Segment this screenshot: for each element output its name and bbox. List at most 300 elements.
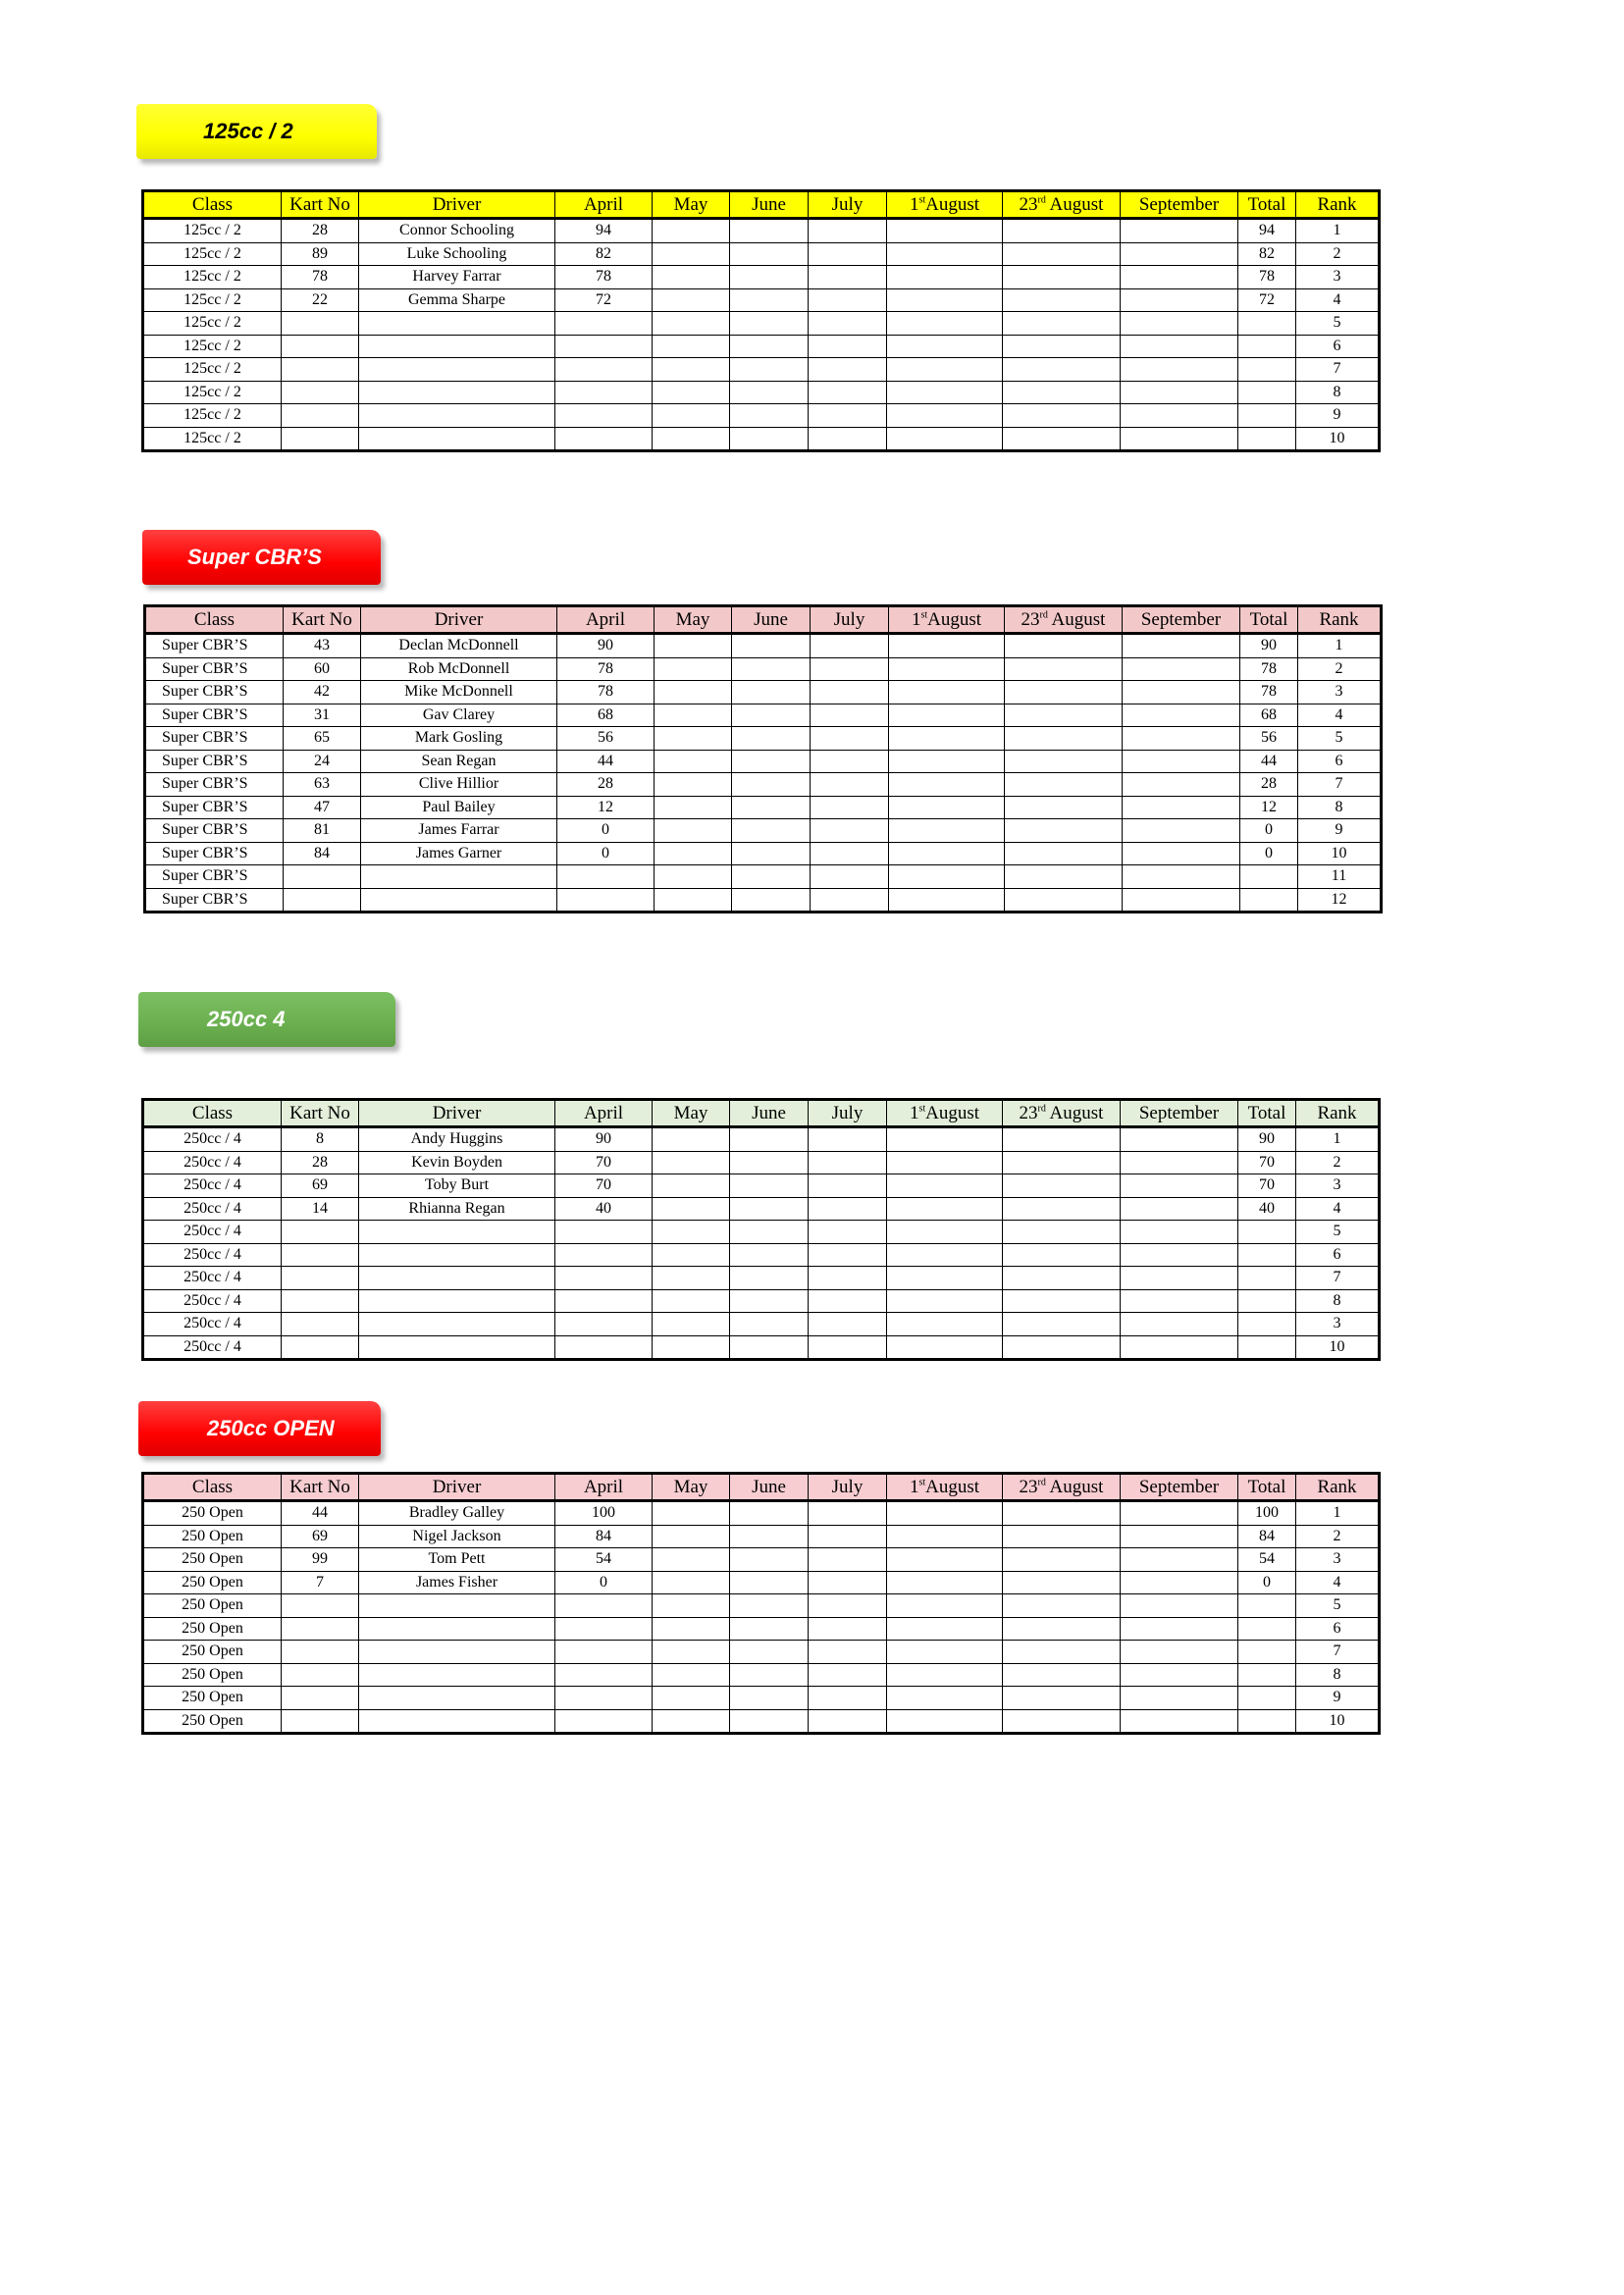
september-cell — [1121, 427, 1238, 451]
kart-no-cell — [282, 427, 359, 451]
june-cell — [732, 796, 811, 819]
kart-no-cell: 89 — [282, 242, 359, 266]
june-cell — [732, 773, 811, 797]
september-cell — [1123, 727, 1240, 751]
rank-cell: 10 — [1296, 427, 1380, 451]
1st-august-cell — [887, 1709, 1003, 1734]
table-row — [143, 266, 1380, 289]
23rd-august-cell — [1003, 1174, 1121, 1198]
september-cell — [1123, 750, 1240, 773]
1st-august-cell — [887, 404, 1003, 428]
september-cell — [1121, 1594, 1238, 1618]
rank-cell: 1 — [1296, 1501, 1380, 1526]
july-cell — [811, 704, 889, 727]
july-cell — [809, 1267, 887, 1290]
table-row — [143, 427, 1380, 451]
may-cell — [655, 727, 732, 751]
23rd-august-cell — [1005, 865, 1123, 889]
class-cell: 125cc / 2 — [143, 312, 282, 336]
23rd-august-cell — [1005, 704, 1123, 727]
table-row — [143, 358, 1380, 382]
23rd-august-cell — [1003, 1687, 1121, 1710]
july-cell — [809, 219, 887, 243]
july-cell — [809, 1525, 887, 1548]
23rd-august-cell — [1005, 750, 1123, 773]
april-cell: 94 — [555, 219, 653, 243]
kart-no-cell — [282, 1687, 359, 1710]
rank-cell: 7 — [1296, 358, 1380, 382]
september-cell — [1121, 1221, 1238, 1244]
total-cell: 28 — [1240, 773, 1298, 797]
section-title-super-cbrs: Super CBR’S — [142, 530, 381, 585]
total-cell — [1238, 427, 1296, 451]
september-cell — [1121, 1571, 1238, 1594]
col-class-header: Class — [143, 1474, 282, 1501]
total-cell: 70 — [1238, 1174, 1296, 1198]
col-total-header: Total — [1238, 1100, 1296, 1127]
kart-no-cell: 22 — [282, 288, 359, 312]
july-cell — [811, 796, 889, 819]
rank-cell: 5 — [1298, 727, 1382, 751]
col-kart-no-header: Kart No — [282, 191, 359, 219]
june-cell — [732, 865, 811, 889]
september-cell — [1121, 288, 1238, 312]
class-cell: Super CBR’S — [145, 865, 284, 889]
june-cell — [732, 681, 811, 704]
col-june-header: June — [730, 1474, 809, 1501]
kart-no-cell — [284, 865, 361, 889]
1st-august-cell — [887, 1243, 1003, 1267]
kart-no-cell: 28 — [282, 219, 359, 243]
col-driver-header: Driver — [361, 606, 557, 634]
table-row — [143, 335, 1380, 358]
april-cell: 0 — [555, 1571, 653, 1594]
june-cell — [730, 1663, 809, 1687]
col-september-header: September — [1121, 191, 1238, 219]
june-cell — [730, 1221, 809, 1244]
september-cell — [1121, 1151, 1238, 1174]
ordinal-number: 1 — [909, 193, 919, 215]
september-cell — [1121, 1663, 1238, 1687]
23rd-august-cell — [1005, 681, 1123, 704]
class-cell: 125cc / 2 — [143, 266, 282, 289]
total-cell: 0 — [1240, 842, 1298, 865]
total-cell: 78 — [1240, 657, 1298, 681]
rank-cell: 8 — [1298, 796, 1382, 819]
kart-no-cell — [282, 335, 359, 358]
may-cell — [655, 819, 732, 843]
june-cell — [730, 288, 809, 312]
april-cell — [555, 1243, 653, 1267]
1st-august-cell — [887, 288, 1003, 312]
april-cell: 84 — [555, 1525, 653, 1548]
total-cell — [1238, 335, 1296, 358]
class-cell: 250cc / 4 — [143, 1289, 282, 1313]
rank-cell: 6 — [1296, 1617, 1380, 1641]
table-row — [143, 1243, 1380, 1267]
col-june-header: June — [732, 606, 811, 634]
ordinal-suffix: rd — [1037, 1103, 1046, 1115]
driver-cell — [359, 312, 555, 336]
1st-august-cell — [889, 842, 1005, 865]
april-cell — [555, 358, 653, 382]
total-cell — [1238, 312, 1296, 336]
driver-cell — [359, 358, 555, 382]
driver-cell: Tom Pett — [359, 1548, 555, 1572]
section-title-250cc-4: 250cc 4 — [138, 992, 395, 1047]
rank-cell: 1 — [1296, 1127, 1380, 1152]
june-cell — [732, 819, 811, 843]
may-cell — [653, 1197, 730, 1221]
kart-no-cell: 44 — [282, 1501, 359, 1526]
kart-no-cell — [282, 1243, 359, 1267]
driver-cell: Clive Hillior — [361, 773, 557, 797]
june-cell — [730, 1594, 809, 1618]
april-cell — [555, 1687, 653, 1710]
june-cell — [730, 1709, 809, 1734]
september-cell — [1123, 657, 1240, 681]
month-word: August — [1045, 1476, 1104, 1497]
table-row — [143, 1617, 1380, 1641]
1st-august-cell — [887, 1641, 1003, 1664]
ordinal-number: 23 — [1019, 1102, 1038, 1123]
june-cell — [730, 1197, 809, 1221]
may-cell — [653, 288, 730, 312]
driver-cell — [359, 1335, 555, 1360]
april-cell — [555, 1289, 653, 1313]
total-cell — [1238, 1687, 1296, 1710]
kart-no-cell — [282, 1289, 359, 1313]
total-cell: 0 — [1238, 1571, 1296, 1594]
month-word: August — [1045, 193, 1104, 215]
driver-cell: Toby Burt — [359, 1174, 555, 1198]
1st-august-cell — [889, 727, 1005, 751]
col-may-header: May — [653, 191, 730, 219]
kart-no-cell — [282, 312, 359, 336]
table-row — [145, 681, 1382, 704]
ordinal-suffix: rd — [1037, 194, 1046, 206]
class-cell: 250 Open — [143, 1709, 282, 1734]
23rd-august-cell — [1003, 1571, 1121, 1594]
col-1st-august-header — [887, 1474, 1003, 1501]
driver-cell — [359, 1221, 555, 1244]
col-kart-no-header: Kart No — [282, 1100, 359, 1127]
total-cell — [1238, 1594, 1296, 1618]
23rd-august-cell — [1005, 657, 1123, 681]
april-cell: 28 — [557, 773, 655, 797]
september-cell — [1121, 1641, 1238, 1664]
23rd-august-cell — [1003, 1197, 1121, 1221]
total-cell: 54 — [1238, 1548, 1296, 1572]
september-cell — [1121, 266, 1238, 289]
table-row — [143, 1151, 1380, 1174]
total-cell — [1238, 1663, 1296, 1687]
23rd-august-cell — [1003, 1709, 1121, 1734]
rank-cell: 5 — [1296, 312, 1380, 336]
total-cell — [1238, 1335, 1296, 1360]
driver-cell: James Farrar — [361, 819, 557, 843]
may-cell — [653, 266, 730, 289]
1st-august-cell — [887, 1501, 1003, 1526]
may-cell — [653, 1525, 730, 1548]
april-cell: 0 — [557, 842, 655, 865]
rank-cell: 3 — [1296, 1313, 1380, 1336]
june-cell — [732, 727, 811, 751]
april-cell: 54 — [555, 1548, 653, 1572]
col-rank-header: Rank — [1296, 1474, 1380, 1501]
may-cell — [653, 312, 730, 336]
may-cell — [653, 1243, 730, 1267]
col-kart-no-header: Kart No — [284, 606, 361, 634]
september-cell — [1121, 1501, 1238, 1526]
july-cell — [809, 1571, 887, 1594]
table-row — [143, 1663, 1380, 1687]
table-row — [145, 796, 1382, 819]
23rd-august-cell — [1005, 773, 1123, 797]
june-cell — [730, 219, 809, 243]
september-cell — [1121, 242, 1238, 266]
total-cell — [1238, 404, 1296, 428]
june-cell — [730, 1548, 809, 1572]
april-cell — [555, 1594, 653, 1618]
results-table-125cc — [141, 189, 1381, 452]
driver-cell — [359, 404, 555, 428]
may-cell — [653, 1151, 730, 1174]
class-cell: Super CBR’S — [145, 888, 284, 913]
col-rank-header: Rank — [1298, 606, 1382, 634]
1st-august-cell — [889, 819, 1005, 843]
driver-cell — [361, 888, 557, 913]
june-cell — [732, 750, 811, 773]
col-23rd-august-header — [1003, 1474, 1121, 1501]
section-title-250cc-open: 250cc OPEN — [138, 1401, 381, 1456]
rank-cell: 2 — [1296, 1151, 1380, 1174]
kart-no-cell: 60 — [284, 657, 361, 681]
april-cell — [555, 1617, 653, 1641]
1st-august-cell — [887, 1289, 1003, 1313]
total-cell — [1238, 1289, 1296, 1313]
july-cell — [811, 819, 889, 843]
23rd-august-cell — [1003, 1617, 1121, 1641]
june-cell — [730, 312, 809, 336]
june-cell — [730, 1151, 809, 1174]
total-cell — [1240, 888, 1298, 913]
july-cell — [809, 1174, 887, 1198]
driver-cell — [359, 1594, 555, 1618]
driver-cell — [359, 1289, 555, 1313]
may-cell — [655, 796, 732, 819]
table-row — [143, 1641, 1380, 1664]
may-cell — [653, 1267, 730, 1290]
class-cell: Super CBR’S — [145, 704, 284, 727]
total-cell — [1238, 1221, 1296, 1244]
rank-cell: 6 — [1296, 1243, 1380, 1267]
total-cell: 90 — [1238, 1127, 1296, 1152]
june-cell — [730, 1501, 809, 1526]
september-cell — [1121, 1127, 1238, 1152]
driver-cell — [359, 381, 555, 404]
kart-no-cell — [282, 1709, 359, 1734]
table-row — [145, 727, 1382, 751]
rank-cell: 10 — [1298, 842, 1382, 865]
1st-august-cell — [887, 381, 1003, 404]
ordinal-suffix: st — [918, 1103, 926, 1115]
rank-cell: 10 — [1296, 1335, 1380, 1360]
driver-cell: James Fisher — [359, 1571, 555, 1594]
september-cell — [1121, 1687, 1238, 1710]
september-cell — [1121, 381, 1238, 404]
kart-no-cell — [282, 404, 359, 428]
ordinal-suffix: rd — [1037, 1477, 1046, 1488]
23rd-august-cell — [1003, 219, 1121, 243]
driver-cell: Paul Bailey — [361, 796, 557, 819]
june-cell — [730, 404, 809, 428]
total-cell: 82 — [1238, 242, 1296, 266]
table-row — [143, 1525, 1380, 1548]
june-cell — [732, 842, 811, 865]
col-april-header: April — [557, 606, 655, 634]
23rd-august-cell — [1003, 312, 1121, 336]
total-cell: 94 — [1238, 219, 1296, 243]
may-cell — [655, 681, 732, 704]
col-april-header: April — [555, 1100, 653, 1127]
june-cell — [730, 1174, 809, 1198]
june-cell — [730, 1127, 809, 1152]
may-cell — [653, 427, 730, 451]
col-class-header: Class — [145, 606, 284, 634]
july-cell — [809, 1501, 887, 1526]
ordinal-suffix: st — [918, 1477, 926, 1488]
rank-cell: 1 — [1296, 219, 1380, 243]
class-cell: 250 Open — [143, 1501, 282, 1526]
rank-cell: 4 — [1298, 704, 1382, 727]
total-cell: 68 — [1240, 704, 1298, 727]
rank-cell: 11 — [1298, 865, 1382, 889]
april-cell: 82 — [555, 242, 653, 266]
rank-cell: 3 — [1296, 1548, 1380, 1572]
1st-august-cell — [887, 1335, 1003, 1360]
total-cell: 78 — [1238, 266, 1296, 289]
april-cell — [555, 1709, 653, 1734]
1st-august-cell — [889, 657, 1005, 681]
september-cell — [1123, 634, 1240, 658]
kart-no-cell: 69 — [282, 1525, 359, 1548]
col-23rd-august-header — [1003, 191, 1121, 219]
april-cell — [555, 1221, 653, 1244]
june-cell — [730, 1289, 809, 1313]
table-row — [143, 1289, 1380, 1313]
table-row — [143, 288, 1380, 312]
month-word: August — [925, 193, 980, 215]
april-cell — [557, 888, 655, 913]
class-cell: 250 Open — [143, 1525, 282, 1548]
july-cell — [809, 404, 887, 428]
september-cell — [1121, 1197, 1238, 1221]
23rd-august-cell — [1003, 381, 1121, 404]
april-cell — [555, 312, 653, 336]
1st-august-cell — [887, 1197, 1003, 1221]
results-table-250cc-open — [141, 1472, 1381, 1735]
may-cell — [653, 1617, 730, 1641]
june-cell — [732, 657, 811, 681]
june-cell — [730, 242, 809, 266]
results-table-250cc-4 — [141, 1098, 1381, 1361]
june-cell — [730, 427, 809, 451]
class-cell: 250cc / 4 — [143, 1197, 282, 1221]
may-cell — [653, 1174, 730, 1198]
may-cell — [653, 1127, 730, 1152]
class-cell: 250cc / 4 — [143, 1313, 282, 1336]
may-cell — [653, 1221, 730, 1244]
july-cell — [809, 1221, 887, 1244]
may-cell — [655, 842, 732, 865]
col-july-header: July — [809, 1474, 887, 1501]
table-header-row — [143, 191, 1380, 219]
rank-cell: 2 — [1296, 242, 1380, 266]
1st-august-cell — [887, 219, 1003, 243]
table-row — [143, 1127, 1380, 1152]
rank-cell: 1 — [1298, 634, 1382, 658]
may-cell — [655, 657, 732, 681]
table-header-row — [145, 606, 1382, 634]
23rd-august-cell — [1005, 888, 1123, 913]
col-may-header: May — [655, 606, 732, 634]
table-row — [145, 842, 1382, 865]
driver-cell: Kevin Boyden — [359, 1151, 555, 1174]
total-cell — [1238, 358, 1296, 382]
col-july-header: July — [809, 1100, 887, 1127]
23rd-august-cell — [1003, 427, 1121, 451]
kart-no-cell: 63 — [284, 773, 361, 797]
class-cell: 250 Open — [143, 1548, 282, 1572]
class-cell: 250 Open — [143, 1571, 282, 1594]
september-cell — [1121, 1267, 1238, 1290]
col-class-header: Class — [143, 1100, 282, 1127]
april-cell: 78 — [555, 266, 653, 289]
may-cell — [653, 1501, 730, 1526]
september-cell — [1121, 219, 1238, 243]
april-cell: 78 — [557, 657, 655, 681]
class-cell: 250cc / 4 — [143, 1335, 282, 1360]
col-april-header: April — [555, 191, 653, 219]
september-cell — [1123, 819, 1240, 843]
col-23rd-august-header — [1005, 606, 1123, 634]
table-row — [143, 242, 1380, 266]
1st-august-cell — [889, 865, 1005, 889]
september-cell — [1123, 888, 1240, 913]
april-cell — [555, 404, 653, 428]
class-cell: 250cc / 4 — [143, 1243, 282, 1267]
june-cell — [730, 1335, 809, 1360]
july-cell — [811, 750, 889, 773]
driver-cell — [359, 1243, 555, 1267]
23rd-august-cell — [1003, 1151, 1121, 1174]
total-cell — [1238, 1313, 1296, 1336]
may-cell — [655, 704, 732, 727]
kart-no-cell — [282, 1313, 359, 1336]
rank-cell: 4 — [1296, 1571, 1380, 1594]
september-cell — [1123, 865, 1240, 889]
july-cell — [809, 1594, 887, 1618]
table-row — [143, 1335, 1380, 1360]
table-row — [143, 1267, 1380, 1290]
driver-cell: Declan McDonnell — [361, 634, 557, 658]
may-cell — [655, 888, 732, 913]
kart-no-cell: 81 — [284, 819, 361, 843]
class-cell: 250cc / 4 — [143, 1174, 282, 1198]
col-23rd-august-header — [1003, 1100, 1121, 1127]
june-cell — [732, 704, 811, 727]
